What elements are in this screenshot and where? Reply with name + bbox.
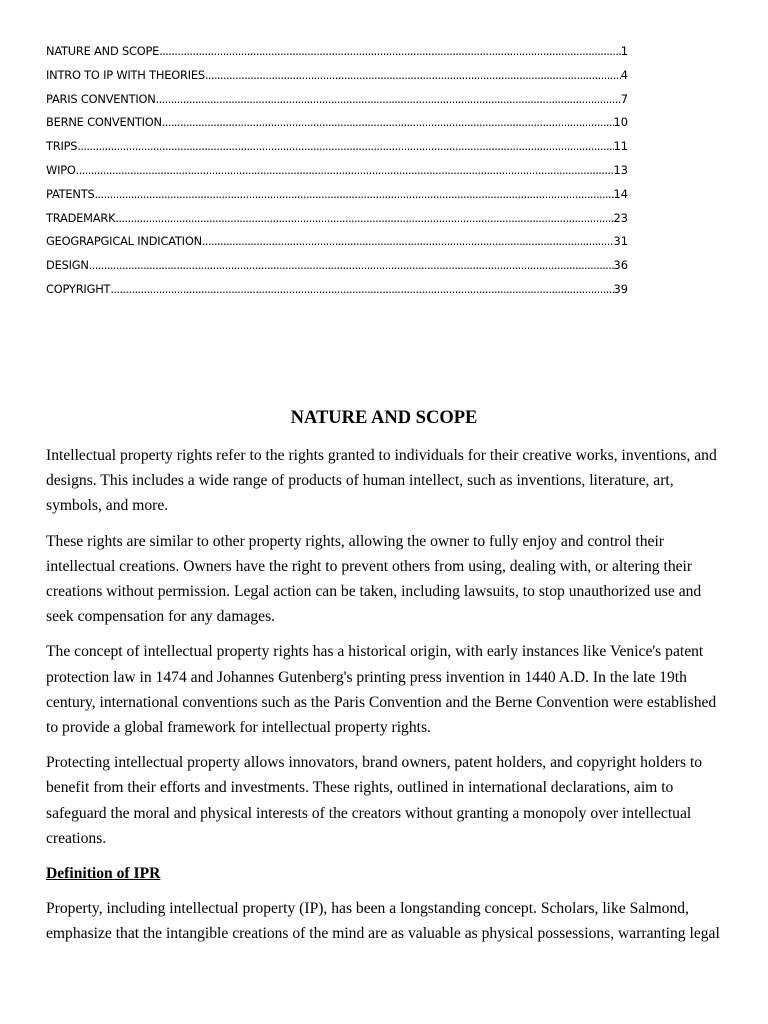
section-body (46, 404, 722, 957)
toc-entry-page: 10 (613, 115, 628, 130)
toc-dot-leader (115, 210, 613, 226)
toc-entry-title: PARIS CONVENTION (46, 91, 156, 106)
toc-entry-title: NATURE AND SCOPE (46, 44, 160, 58)
toc-entry-wipo[interactable] (46, 162, 628, 186)
toc-entry-title: COPYRIGHT (46, 281, 111, 296)
toc-entry-title: GEOGRAPGICAL INDICATION (46, 234, 202, 249)
body-paragraph: The concept of intellectual property rights has a historical origin, with early instances like Venice's patent protection law in 1474 and Johannes Gutenberg's printing press invention in 1440 A.D. In the late 19th century, international conventions such as the Paris Convention and the Berne Convention were established to provide a global framework for intellectual property rights. (46, 643, 717, 737)
body-paragraph: These rights are similar to other property rights, allowing the owner to fully enjoy and control their intellectual creations. Owners have the right to prevent others from using, dealing with, or altering their creations without permission. Legal action can be taken, including lawsuits, to stop unauthorized use and seek compensation for any damages. (46, 532, 702, 626)
toc-entry-page: 4 (620, 67, 628, 82)
toc-entry-trips[interactable] (46, 138, 628, 162)
toc-dot-leader (89, 257, 614, 273)
toc-dot-leader (76, 162, 614, 178)
toc-entry-page: 11 (613, 139, 628, 154)
toc-entry-title: INTRO TO IP WITH THEORIES (46, 67, 205, 82)
toc-entry-title: WIPO (46, 162, 76, 177)
toc-entry-trademark[interactable] (46, 210, 628, 234)
toc-entry-nature-and-scope[interactable] (46, 43, 628, 67)
toc-entry-title: TRADEMARK (46, 210, 116, 225)
toc-entry-design[interactable] (46, 257, 628, 281)
toc-entry-page: 36 (613, 258, 628, 273)
subsection-heading: Definition of IPR (46, 865, 161, 883)
toc-entry-patents[interactable] (46, 186, 628, 210)
toc-entry-title: DESIGN (46, 258, 89, 273)
toc-entry-page: 7 (620, 91, 628, 106)
toc-dot-leader (95, 186, 614, 202)
toc-dot-leader (162, 114, 614, 130)
toc-entry-title: TRIPS (46, 139, 78, 154)
toc-entry-page: 13 (613, 162, 628, 177)
toc-dot-leader (202, 233, 614, 249)
body-paragraph: Protecting intellectual property allows innovators, brand owners, patent holders, and copyright holders to benefit from their efforts and investments. These rights, outlined in international declarations, aim to safeguard the moral and physical interests of the creators without granting a monopoly over intellectual creations. (46, 754, 703, 847)
section-heading: NATURE AND SCOPE (290, 408, 478, 428)
toc-entry-page: 1 (620, 44, 628, 58)
toc-entry-page: 31 (613, 234, 628, 249)
toc-dot-leader (77, 138, 613, 154)
toc-entry-title: PATENTS (46, 186, 95, 201)
table-of-contents (46, 43, 628, 305)
toc-entry-paris-convention[interactable] (46, 91, 628, 115)
toc-entry-page: 14 (613, 186, 628, 201)
toc-dot-leader (205, 67, 621, 83)
body-paragraph: Intellectual property rights refer to the rights granted to individuals for their creative works, inventions, and designs. This includes a wide range of products of human intellect, such as inventions, literature, art, symbols, and more. (46, 447, 717, 515)
toc-entry-title: BERNE CONVENTION (46, 115, 162, 130)
toc-entry-geographical-indication[interactable] (46, 233, 628, 257)
body-paragraph: Property, including intellectual property (IP), has been a longstanding concept. Scholars, like Salmond, emphasize that the intangible creations of the mind are as valuable as physical possessions, warranting legal (46, 900, 720, 943)
toc-dot-leader (159, 43, 621, 59)
toc-dot-leader (110, 281, 613, 297)
toc-entry-copyright[interactable] (46, 281, 628, 305)
toc-entry-page: 23 (613, 210, 628, 225)
toc-dot-leader (156, 91, 621, 107)
toc-entry-page: 39 (613, 281, 628, 296)
toc-entry-intro-to-ip[interactable] (46, 67, 628, 91)
toc-entry-berne-convention[interactable] (46, 114, 628, 138)
